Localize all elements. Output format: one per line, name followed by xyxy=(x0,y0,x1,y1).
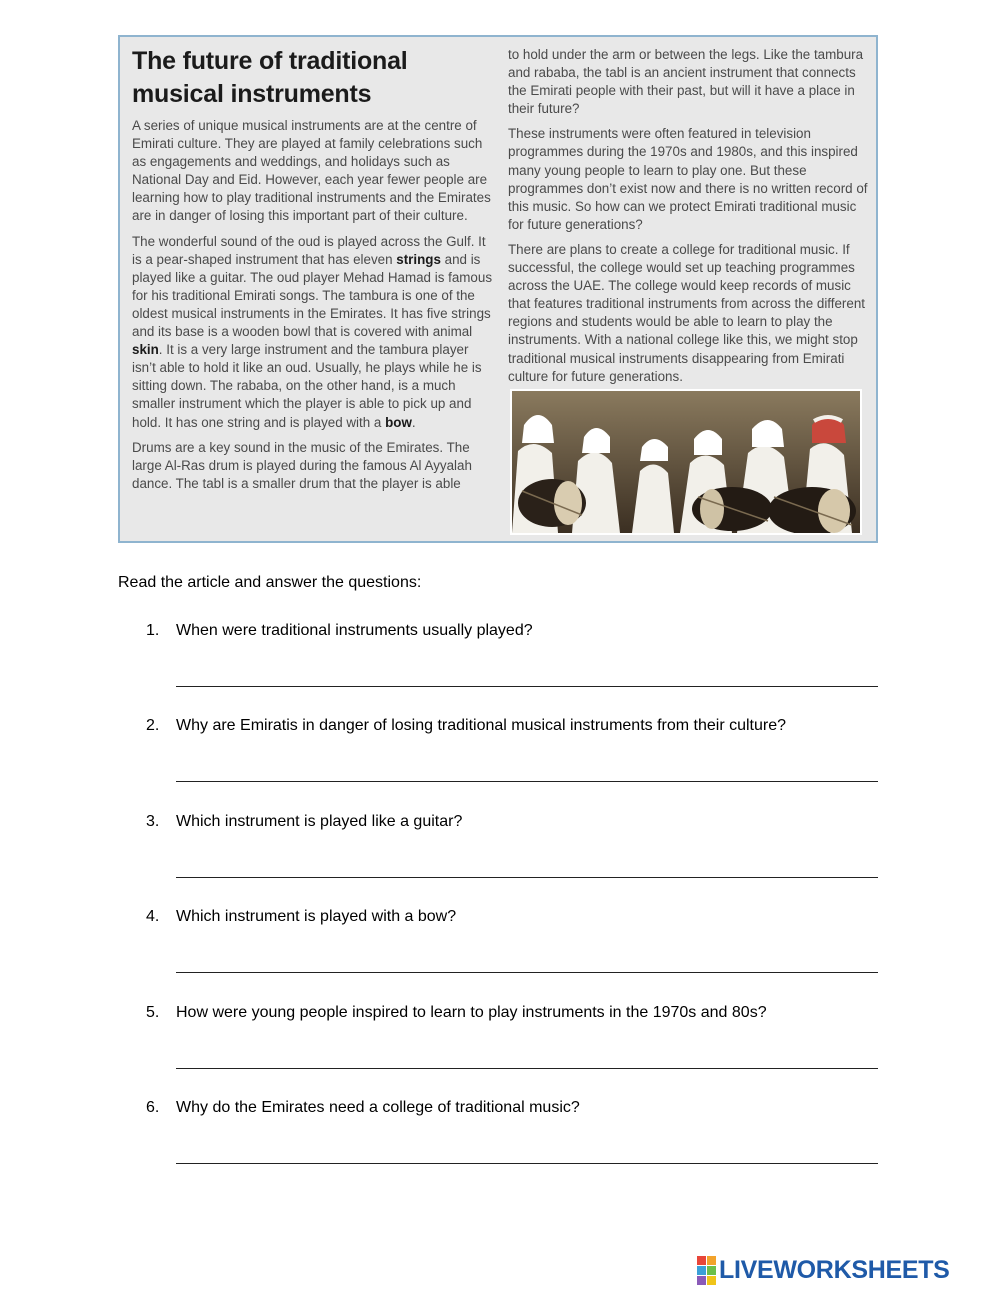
article-box xyxy=(118,35,878,543)
question-number: 3. xyxy=(146,813,160,830)
logo-block xyxy=(697,1276,706,1285)
article-title-line1: The future of traditional xyxy=(132,47,408,75)
question-text: Why do the Emirates need a college of traditional music? xyxy=(176,1099,580,1116)
question-3 xyxy=(146,812,886,832)
answer-line-1[interactable] xyxy=(176,686,878,687)
keyword-skin: skin xyxy=(132,342,159,358)
answer-line-2[interactable] xyxy=(176,781,878,782)
article-title xyxy=(132,45,494,111)
question-6 xyxy=(146,1098,886,1118)
question-5 xyxy=(146,1003,886,1023)
article-left-column xyxy=(132,45,494,500)
p2-text-e: . xyxy=(411,414,416,430)
logo-block xyxy=(707,1256,716,1265)
liveworksheets-logo[interactable] xyxy=(697,1255,950,1285)
logo-text: LIVEWORKSHEETS xyxy=(719,1255,950,1284)
question-text: Which instrument is played with a bow? xyxy=(176,908,457,925)
p2-text-c: and is played like a guitar. The oud player Mehad Hamad is famous for his traditional Emirati songs. The tambura is one of the oldest musical instruments in the Emirates. It has five strings and its base is a wooden bowl that is covered with animal xyxy=(132,251,493,340)
p2-text-a: The wonderful sound of the oud is played across the Gulf. It is a pear-shaped instrument that has eleven xyxy=(132,233,486,267)
p2-text-d: . It is a very large instrument and the tambura player isn’t able to hold it like an oud. Usually, he plays while he is sitting down. The rababa, on the other hand, is a much smaller instrument which the player is able to pick up and hold. It has one string and is played with a xyxy=(132,342,482,430)
article-paragraph-2 xyxy=(132,233,494,432)
musicians-photo xyxy=(510,389,862,535)
answer-line-5[interactable] xyxy=(176,1068,878,1069)
question-number: 4. xyxy=(146,908,160,925)
question-text: Which instrument is played like a guitar? xyxy=(176,813,463,830)
question-1 xyxy=(146,621,886,641)
logo-block xyxy=(697,1266,706,1275)
question-4 xyxy=(146,907,886,927)
logo-blocks-icon xyxy=(697,1256,716,1285)
article-paragraph-1: A series of unique musical instruments are at the centre of Emirati culture. They are played at family celebrations such as engagements and weddings, and holidays such as National Day and Eid. However, each year fewer people are learning how to play traditional instruments and the Emirates are in danger of losing this important part of their culture. xyxy=(132,118,491,224)
keyword-strings: strings xyxy=(396,251,441,267)
article-paragraph-3-continued: to hold under the arm or between the legs. Like the tambura and rababa, the tabl is an ancient instrument that connects the Emirati people with their past, but will it have a place in their future? xyxy=(508,47,864,117)
question-text: Why are Emiratis in danger of losing traditional musical instruments from their culture? xyxy=(176,717,787,734)
article-right-column xyxy=(508,46,868,393)
logo-block xyxy=(707,1266,716,1275)
article-paragraph-3: Drums are a key sound in the music of the Emirates. The large Al-Ras drum is played during the famous Al Ayyalah dance. The tabl is a smaller drum that the player is able xyxy=(132,439,472,491)
answer-line-4[interactable] xyxy=(176,972,878,973)
article-title-line2: musical instruments xyxy=(132,80,372,108)
question-number: 5. xyxy=(146,1004,160,1021)
logo-block xyxy=(707,1276,716,1285)
question-number: 6. xyxy=(146,1099,160,1116)
article-paragraph-5: There are plans to create a college for traditional music. If successful, the college would set up teaching programmes across the UAE. The college would keep records of music that features traditional instruments from across the different regions and students would be able to learn to play the instruments. With a national college like this, we might stop traditional musical instruments disappearing from Emirati culture for future generations. xyxy=(508,241,866,384)
answer-line-3[interactable] xyxy=(176,877,878,878)
instructions-text: Read the article and answer the questions: xyxy=(118,574,422,591)
keyword-bow: bow xyxy=(385,414,412,430)
question-number: 1. xyxy=(146,622,160,639)
article-paragraph-4: These instruments were often featured in television programmes during the 1970s and 1980s, and this inspired many young people to learn to play one. But these programmes don’t exist now and there is no written record of this music. So how can we protect Emirati traditional music for future generations? xyxy=(508,126,868,232)
logo-block xyxy=(697,1256,706,1265)
question-2 xyxy=(146,716,886,736)
musicians-photo-illustration xyxy=(512,391,860,533)
question-text: When were traditional instruments usually played? xyxy=(176,622,533,639)
question-number: 2. xyxy=(146,717,160,734)
answer-line-6[interactable] xyxy=(176,1163,878,1164)
question-text: How were young people inspired to learn to play instruments in the 1970s and 80s? xyxy=(176,1004,767,1021)
